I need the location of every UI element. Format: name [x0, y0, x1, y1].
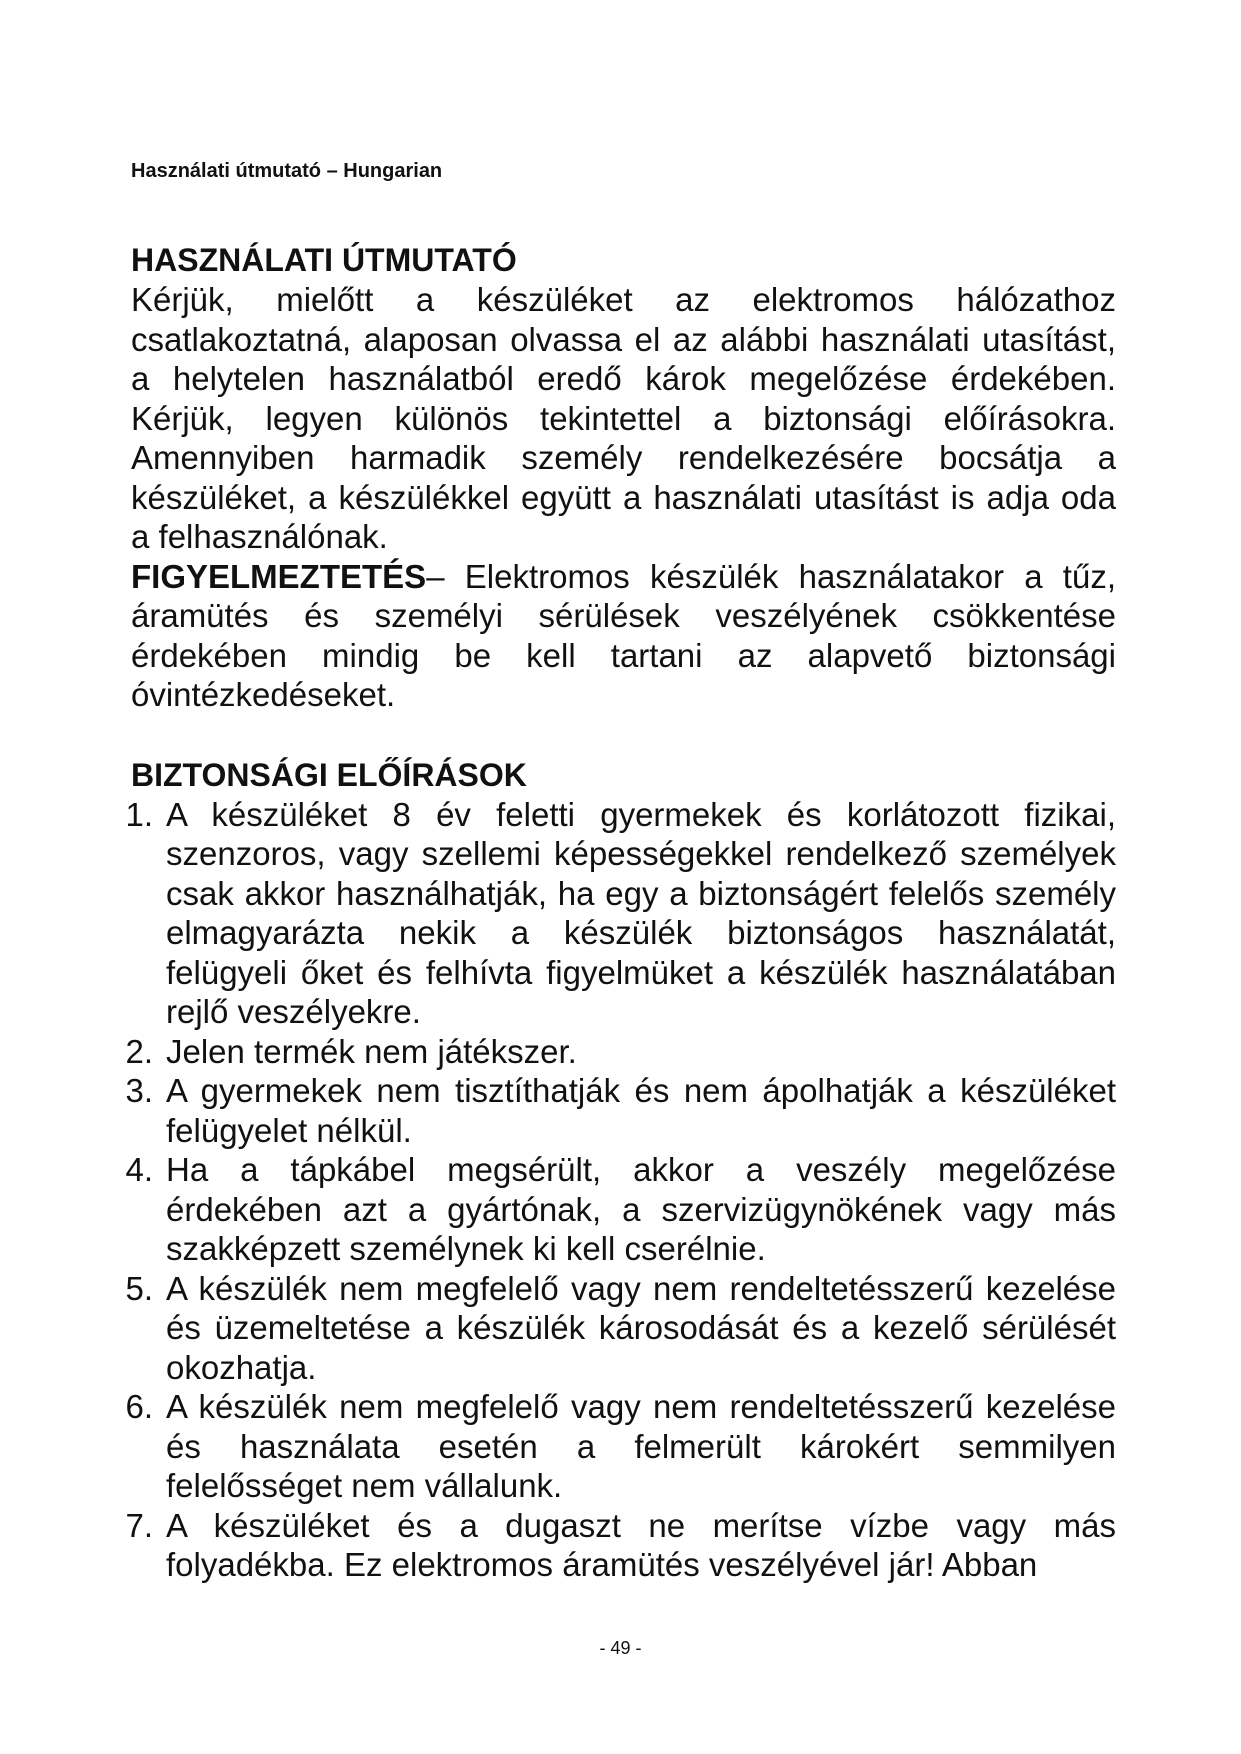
list-item-text: A készülék nem megfelelő vagy nem rendeltetésszerű kezelése és üzemeltetése a készülék károsodását és a kezelő sérülését okozhatja. [166, 1269, 1116, 1386]
list-item-text: A készülék nem megfelelő vagy nem rendeltetésszerű kezelése és használata esetén a felmerült károkért semmilyen felelősséget nem vállalunk. [166, 1388, 1116, 1504]
warning-paragraph [131, 557, 1116, 715]
list-item-number: 6. [125, 1388, 153, 1425]
warning-text: – Elektromos készülék használatakor a tűz, áramütés és személyi sérülések veszélyének csökkentése érdekében mindig be kell tartani az alapvető biztonsági óvintézkedéseket. [131, 557, 1116, 713]
page-number: - 49 - [599, 1638, 642, 1658]
safety-heading: BIZTONSÁGI ELŐÍRÁSOK [131, 756, 527, 793]
list-item-text: A gyermekek nem tisztíthatják és nem ápolhatják a készüléket felügyelet nélkül. [166, 1072, 1116, 1149]
list-item [125, 1387, 1116, 1506]
intro-paragraph: Kérjük, mielőtt a készüléket az elektromos hálózathoz csatlakoztatná, alaposan olvassa el az alábbi használati utasítást, a helytelen használatból eredő károk megelőzése érdekében. Kérjük, legyen különös tekintettel a biztonsági előírásokra. Amennyiben harmadik személy rendelkezésére bocsátja a készüléket, a készülékkel együtt a használati utasítást is adja oda a felhasználónak. [131, 281, 1116, 555]
list-item [125, 1032, 1116, 1072]
list-item-text: Ha a tápkábel megsérült, akkor a veszély megelőzése érdekében azt a gyártónak, a szervizügynökének vagy más szakképzett személynek ki kell cserélnie. [166, 1151, 1116, 1267]
list-item [125, 795, 1116, 1032]
list-item-number: 5. [125, 1269, 153, 1307]
list-item [125, 1269, 1116, 1388]
list-item [125, 1071, 1116, 1150]
list-item-text: Jelen termék nem játékszer. [166, 1032, 577, 1070]
safety-list [125, 795, 1116, 1585]
list-item-number: 3. [125, 1072, 153, 1109]
section-spacer [131, 715, 1116, 755]
list-item-text: A készüléket 8 év feletti gyermekek és korlátozott fizikai, szenzoros, vagy szellemi képességekkel rendelkező személyek csak akkor használhatják, ha egy a biztonságért felelős személy elmagyarázta nekik a készülék biztonságos használatát, felügyeli őket és felhívta figyelmüket a készülék használatában rejlő veszélyekre. [166, 795, 1116, 1030]
list-item-number: 2. [125, 1032, 153, 1070]
page-content [125, 240, 1116, 1585]
list-item [125, 1150, 1116, 1269]
list-item [125, 1506, 1116, 1585]
list-item-number: 1. [125, 795, 153, 833]
warning-label: FIGYELMEZTETÉS [131, 557, 427, 595]
list-item-number: 7. [125, 1506, 153, 1544]
intro-heading: HASZNÁLATI ÚTMUTATÓ [131, 242, 517, 278]
list-item-number: 4. [125, 1151, 153, 1188]
running-header: Használati útmutató – Hungarian [131, 160, 443, 182]
list-item-text: A készüléket és a dugaszt ne merítse vízbe vagy más folyadékba. Ez elektromos áramütés veszélyével jár! Abban [166, 1506, 1116, 1583]
